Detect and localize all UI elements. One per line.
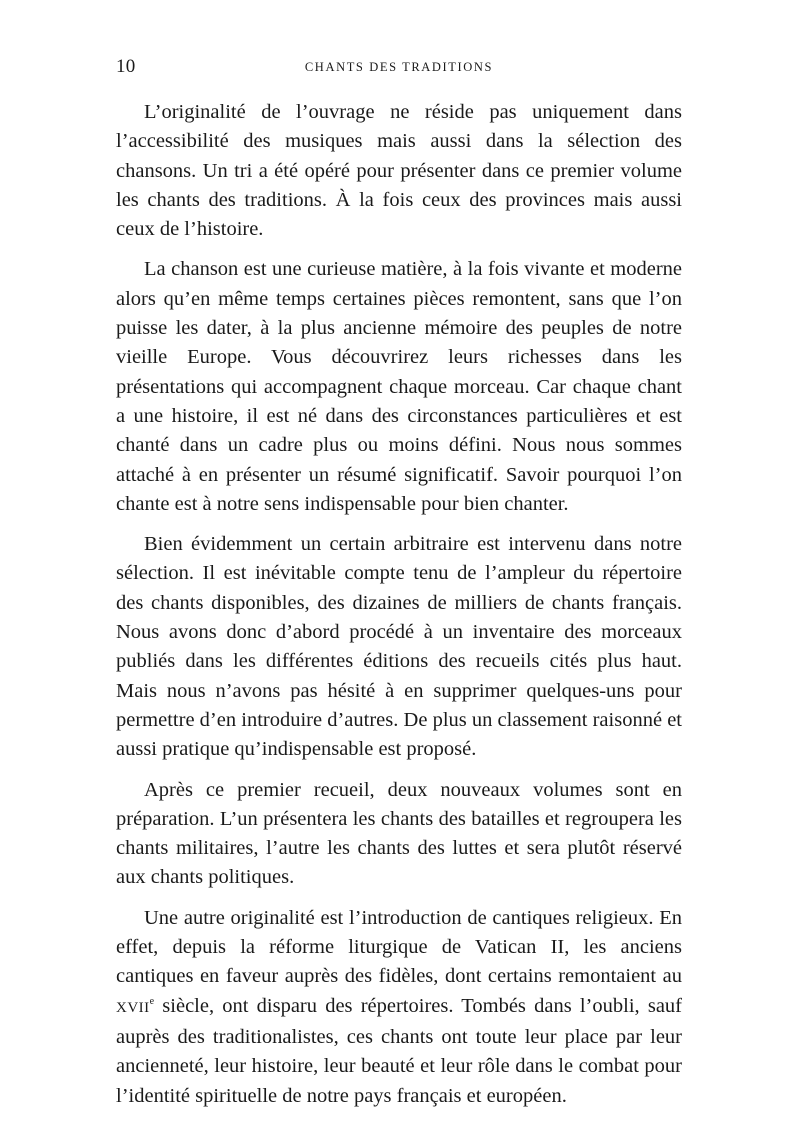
paragraph-4: Après ce premier recueil, deux nouveaux volumes sont en préparation. L’un présentera les chants des batailles et regroupera les chants militaires, l’autre les chants des luttes et sera plutôt réservé aux chants politiques. <box>116 778 682 889</box>
page-header <box>116 56 682 82</box>
paragraph-3: Bien évidemment un certain arbitraire est intervenu dans notre sélection. Il est inévitable compte tenu de l’ampleur du répertoire des chants disponibles, des dizaines de milliers de chants français. Nous avons donc d’abord procédé à un inventaire des morceaux publiés dans les différentes éditions des recueils cités plus haut. Mais nous n’avons pas hésité à en supprimer quelques-uns pour permettre d’en introduire d’autres. De plus un classement raisonné et aussi pratique qu’indispensable est proposé. <box>116 533 682 761</box>
body-text <box>116 98 682 1122</box>
paragraph-1: L’originalité de l’ouvrage ne réside pas uniquement dans l’accessibilité des musiques mais aussi dans la sélection des chansons. Un tri a été opéré pour présenter dans ce premier volume les chants des traditions. À la fois ceux des provinces mais aussi ceux de l’histoire. <box>116 101 682 241</box>
paragraph-2: La chanson est une curieuse matière, à la fois vivante et moderne alors qu’en même temps certaines pièces remontent, sans que l’on puisse les dater, à la plus ancienne mémoire des peuples de notre vieille Europe. Vous découvrirez leurs richesses dans les présentations qui accompagnent chaque morceau. Car chaque chant a une histoire, il est né dans des circonstances particulières et est chanté dans un cadre plus ou moins défini. Nous nous sommes attaché à en présenter un résumé significatif. Savoir pourquoi l’on chante est à notre sens indispensable pour bien chanter. <box>116 258 682 515</box>
paragraph-5-part-1: Une autre originalité est l’introduction de cantiques religieux. En effet, depuis la réforme liturgique de Vatican II, les anciens cantiques en faveur auprès des fidèles, dont certains remontaient au <box>116 906 682 988</box>
century-numeral: XVII <box>116 999 150 1016</box>
page-number: 10 <box>116 56 136 77</box>
paragraph-5 <box>116 904 682 1111</box>
running-head: CHANTS DES TRADITIONS <box>304 60 494 74</box>
paragraph-5-part-2: siècle, ont disparu des répertoires. Tombés dans l’oubli, sauf auprès des traditionalistes, ces chants ont toute leur place par leur ancienneté, leur histoire, leur beauté et leur rôle dans le combat pour l’identité spirituelle de notre pays français et européen. <box>116 994 682 1107</box>
century-suffix: e <box>149 995 155 1007</box>
